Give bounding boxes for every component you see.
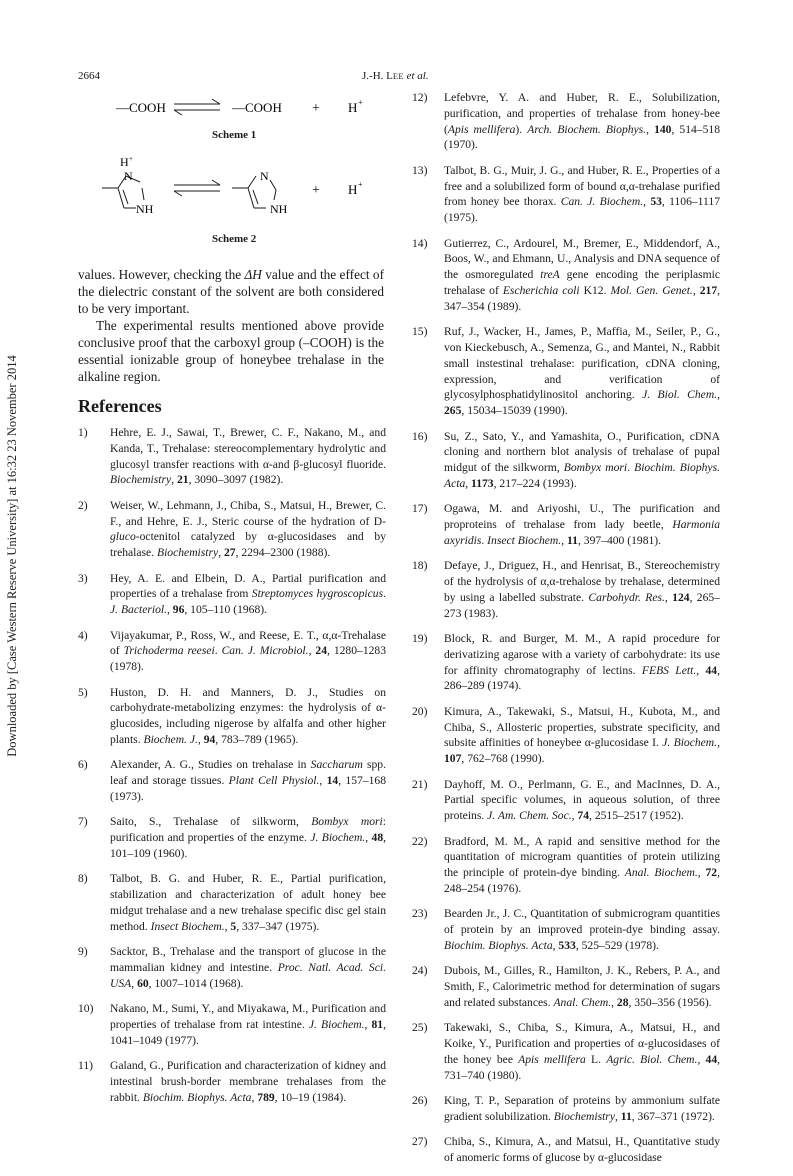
reference-item	[78, 1058, 386, 1105]
reference-number: 17)	[412, 502, 428, 516]
reference-text: Alexander, A. G., Studies on trehalase in Saccharum spp. leaf and storage tissues. Plant Cell Physiol., 14, 157–168 (1973).	[110, 758, 387, 803]
reference-text: Lefebvre, Y. A. and Huber, R. E., Solubilization, purification, and properties of trehalase from honey-bee (Apis mellifera). Arch. Biochem. Biophys., 140, 514–518 (1970).	[444, 91, 721, 152]
reference-text: Gutierrez, C., Ardourel, M., Bremer, E., Middendorf, A., Boos, W., and Ehmann, U., Analysis and DNA sequence of the osmoregulated treA gene encoding the periplasmic trehalase of Escherichia coli K12. Mol. Gen. Genet., 217, 347–354 (1989).	[444, 236, 721, 313]
equilibrium-arrow-2	[174, 180, 220, 196]
reference-item	[412, 1134, 720, 1166]
reference-number: 13)	[412, 163, 428, 177]
reference-number: 23)	[412, 907, 428, 921]
reference-number: 26)	[412, 1094, 428, 1108]
reference-number: 3)	[78, 571, 88, 585]
reference-item	[412, 963, 720, 1010]
reference-number: 4)	[78, 628, 88, 642]
body-paragraph-1-b: value and the effect of the dielectric constant of the solvent are both considered to be very important.	[78, 267, 385, 316]
reference-item	[78, 425, 386, 488]
reference-item	[412, 90, 720, 153]
reference-item	[412, 429, 720, 492]
running-head	[362, 70, 429, 82]
reference-item	[412, 236, 720, 315]
reference-number: 15)	[412, 325, 428, 339]
body-text	[78, 266, 384, 385]
reference-item	[412, 163, 720, 226]
reference-number: 1)	[78, 426, 88, 439]
references-heading: References	[78, 396, 162, 416]
references-right-column	[412, 90, 720, 1176]
body-paragraph-1	[78, 266, 384, 317]
scheme-1-right-group: —COOH	[232, 100, 282, 115]
references-left-column	[78, 425, 386, 1115]
reference-text: Ogawa, M. and Ariyoshi, U., The purification and proproteins of trehalase from lady beetle, Harmonia axyridis. Insect Biochem., 11, 397–400 (1981).	[444, 502, 720, 547]
reference-text: Kimura, A., Takewaki, S., Matsui, H., Kubota, M., and Chiba, S., Allosteric properties, substrate specificity, and subsite affinities of honeybee α-glucosidase I. J. Biochem., 107, 762–768 (1990).	[444, 704, 720, 766]
reference-text: Bearden Jr., J. C., Quantitation of submicrogram quantities of protein by an improved protein-dye binding assay. Biochim. Biophys. Acta, 533, 525–529 (1978).	[444, 907, 720, 952]
reference-number: 14)	[412, 236, 428, 250]
scheme-1-left-group: —COOH	[116, 100, 166, 115]
reference-text: Su, Z., Sato, Y., and Yamashita, O., Purification, cDNA cloning and northern blot analysis of trehalase of pupal midgut of the silkworm, Bombyx mori. Biochim. Biophys. Acta, 1173, 217–224 (1993).	[444, 429, 720, 490]
reference-number: 10)	[78, 1002, 94, 1016]
reference-number: 19)	[412, 632, 428, 646]
scheme-2-proton: H	[348, 182, 358, 197]
reference-item	[78, 871, 386, 934]
reference-text: Bradford, M. M., A rapid and sensitive method for the quantitation of microgram quantities of protein utilizing the principle of protein-dye binding. Anal. Biochem., 72, 248–254 (1976).	[444, 834, 720, 895]
reference-number: 7)	[78, 815, 88, 829]
reference-text: Dubois, M., Gilles, R., Hamilton, J. K., Rebers, P. A., and Smith, F., Calorimetric method for determination of sugars and related substances. Anal. Chem., 28, 350–356 (1956).	[444, 964, 720, 1009]
reference-item	[412, 834, 720, 897]
reference-item	[412, 1020, 720, 1083]
scheme-1-label: Scheme 1	[212, 129, 257, 141]
reference-text: Nakano, M., Sumi, Y., and Miyakawa, M., Purification and properties of trehalase from rat intestine. J. Biochem., 81, 1041–1049 (1977).	[110, 1002, 386, 1047]
reference-item	[78, 814, 386, 861]
reference-number: 27)	[412, 1135, 428, 1149]
scheme-2-right-nh: NH	[270, 202, 288, 216]
scheme-1-equation	[90, 92, 390, 132]
scheme-1-plus: +	[312, 101, 320, 116]
scheme-1-proton-charge: +	[358, 98, 363, 107]
reference-text: Chiba, S., Kimura, A., and Matsui, H., Quantitative study of anomeric forms of glucose by α-glucosidase	[444, 1135, 720, 1165]
reference-item	[78, 628, 386, 675]
reference-item	[412, 501, 720, 548]
reference-item	[78, 944, 386, 991]
download-watermark: Downloaded by [Case Western Reserve University] at 16:32 23 November 2014	[5, 355, 19, 757]
reference-item	[78, 685, 386, 748]
reference-text: Sacktor, B., Trehalase and the transport of glucose in the mammalian kidney and intestine. Proc. Natl. Acad. Sci. USA, 60, 1007–1014 (1968).	[110, 945, 386, 990]
reference-number: 22)	[412, 834, 428, 848]
page-number: 2664	[78, 70, 100, 82]
reference-number: 20)	[412, 704, 428, 718]
reference-text: Hey, A. E. and Elbein, D. A., Partial purification and properties of a trehalase from Streptomyces hygroscopicus. J. Bacteriol., 96, 105–110 (1968).	[110, 571, 386, 617]
reference-text: Ruf, J., Wacker, H., James, P., Maffia, M., Seiler, P., G., von Kieckebusch, A., Semenza, G., and Mantei, N., Rabbit small instestinal trehalase: purification, cDNA cloning, expression, and verification of glycosylphosphatidylinositol anchoring. J. Biol. Chem., 265, 15034–15039 (1990).	[444, 325, 720, 418]
reference-text: King, T. P., Separation of proteins by ammonium sulfate gradient solubilization. Biochemistry, 11, 367–371 (1972).	[444, 1094, 720, 1123]
reference-item	[412, 704, 720, 767]
running-head-smallcaps: EE	[392, 71, 404, 81]
scheme-2	[90, 155, 390, 228]
reference-text: Vijayakumar, P., Ross, W., and Reese, E. T., α,α-Trehalase of Trichoderma reesei. Can. J. Microbiol., 24, 1280–1283 (1978).	[110, 628, 387, 674]
scheme-2-left-charge-sup: +	[129, 155, 133, 163]
equilibrium-arrow	[174, 99, 220, 115]
scheme-2-label: Scheme 2	[212, 233, 257, 245]
scheme-2-plus: +	[312, 183, 320, 198]
scheme-1	[90, 92, 390, 152]
reference-text: Block, R. and Burger, M. M., A rapid procedure for derivatizing agarose with a variety of carbohydrate: its use for affinity chromatography of lectins. FEBS Lett., 44, 286–289 (1974).	[444, 632, 720, 693]
reference-number: 11)	[78, 1059, 94, 1073]
reference-number: 12)	[412, 91, 428, 104]
running-head-suffix: et al.	[403, 70, 429, 82]
scheme-2-left-charge: H	[120, 155, 129, 169]
reference-text: Talbot, B. G., Muir, J. G., and Huber, R. E., Properties of a free and a solubilized form of bound α,α-trehalase purified from honey bee thorax. Can. J. Biochem., 53, 1106–1117 (1975).	[444, 163, 720, 225]
reference-text: Talbot, B. G. and Huber, R. E., Partial purification, stabilization and characterization of adult honey bee midgut trehalase and a new trehalase specific disc gel stain method. Insect Biochem., 5, 337–347 (1975).	[110, 872, 386, 933]
scheme-2-right-n: N	[260, 169, 269, 183]
reference-text: Huston, D. H. and Manners, D. J., Studies on carbohydrate-metabolizing enzymes: the hydrolysis of α-glucosides, including nigerose by alfalfa and other higher plants. Biochem. J., 94, 783–789 (1965).	[110, 685, 386, 746]
scheme-2-equation	[90, 155, 390, 228]
scheme-1-proton: H	[348, 100, 358, 115]
scheme-2-left-n: N	[124, 169, 133, 183]
reference-text: Takewaki, S., Chiba, S., Kimura, A., Matsui, H., and Koike, Y., Purification and properties of α-glucosidases of the honey bee Apis mellifera L. Agric. Biol. Chem., 44, 731–740 (1980).	[444, 1021, 721, 1082]
reference-text: Saito, S., Trehalase of silkworm, Bombyx mori: purification and properties of the enzyme. J. Biochem., 48, 101–109 (1960).	[110, 815, 387, 860]
reference-text: Galand, G., Purification and characterization of kidney and intestinal brush-border membrane trehalases from the rabbit. Biochim. Biophys. Acta, 789, 10–19 (1984).	[110, 1059, 386, 1104]
running-head-prefix: J.-H. L	[362, 70, 393, 82]
reference-text: Defaye, J., Driguez, H., and Henrisat, B., Stereochemistry of the hydrolysis of α,α-trehalose by trehalase, determined by using a labelled substrate. Carbohydr. Res., 124, 265–273 (1983).	[444, 559, 720, 620]
reference-item	[412, 631, 720, 694]
reference-number: 6)	[78, 758, 88, 772]
reference-number: 2)	[78, 498, 88, 512]
delta-h: ΔH	[244, 267, 262, 282]
reference-item	[78, 1001, 386, 1048]
reference-item	[78, 757, 386, 804]
body-paragraph-1-a: values. However, checking the	[78, 267, 245, 282]
reference-number: 21)	[412, 777, 428, 791]
reference-number: 16)	[412, 429, 428, 443]
reference-item	[412, 324, 720, 419]
reference-item	[412, 558, 720, 621]
reference-number: 18)	[412, 559, 428, 573]
scheme-2-left-nh: NH	[136, 202, 154, 216]
reference-number: 25)	[412, 1021, 428, 1035]
reference-item	[412, 906, 720, 953]
reference-item	[78, 498, 386, 561]
reference-number: 9)	[78, 945, 88, 959]
body-paragraph-2: The experimental results mentioned above provide conclusive proof that the carboxyl group (–COOH) is the essential ionizable group of honeybee trehalase in the alkaline region.	[78, 318, 384, 384]
reference-item	[412, 1093, 720, 1125]
reference-item	[412, 777, 720, 824]
reference-text: Dayhoff, M. O., Perlmann, G. E., and MacInnes, D. A., Partial specific volumes, in aqueous solution, of three proteins. J. Am. Chem. Soc., 74, 2515–2517 (1952).	[444, 777, 720, 823]
reference-number: 24)	[412, 964, 428, 978]
scheme-2-proton-charge: +	[358, 180, 363, 189]
reference-number: 8)	[78, 872, 88, 886]
reference-text: Hehre, E. J., Sawai, T., Brewer, C. F., Nakano, M., and Kanda, T., Trehalase: stereocomplementary hydrolytic and glucosyl transfer reactions with α-and β-glucosyl fluoride. Biochemistry, 21, 3090–3097 (1982).	[110, 426, 386, 487]
reference-text: Weiser, W., Lehmann, J., Chiba, S., Matsui, H., Brewer, C. F., and Hehre, E. J., Steric course of the hydration of D-gluco-octenitol catalyzed by α-glucosidases and by trehalase. Biochemistry, 27, 2294–2300 (1988).	[110, 498, 386, 560]
reference-item	[78, 571, 386, 618]
reference-number: 5)	[78, 685, 88, 699]
